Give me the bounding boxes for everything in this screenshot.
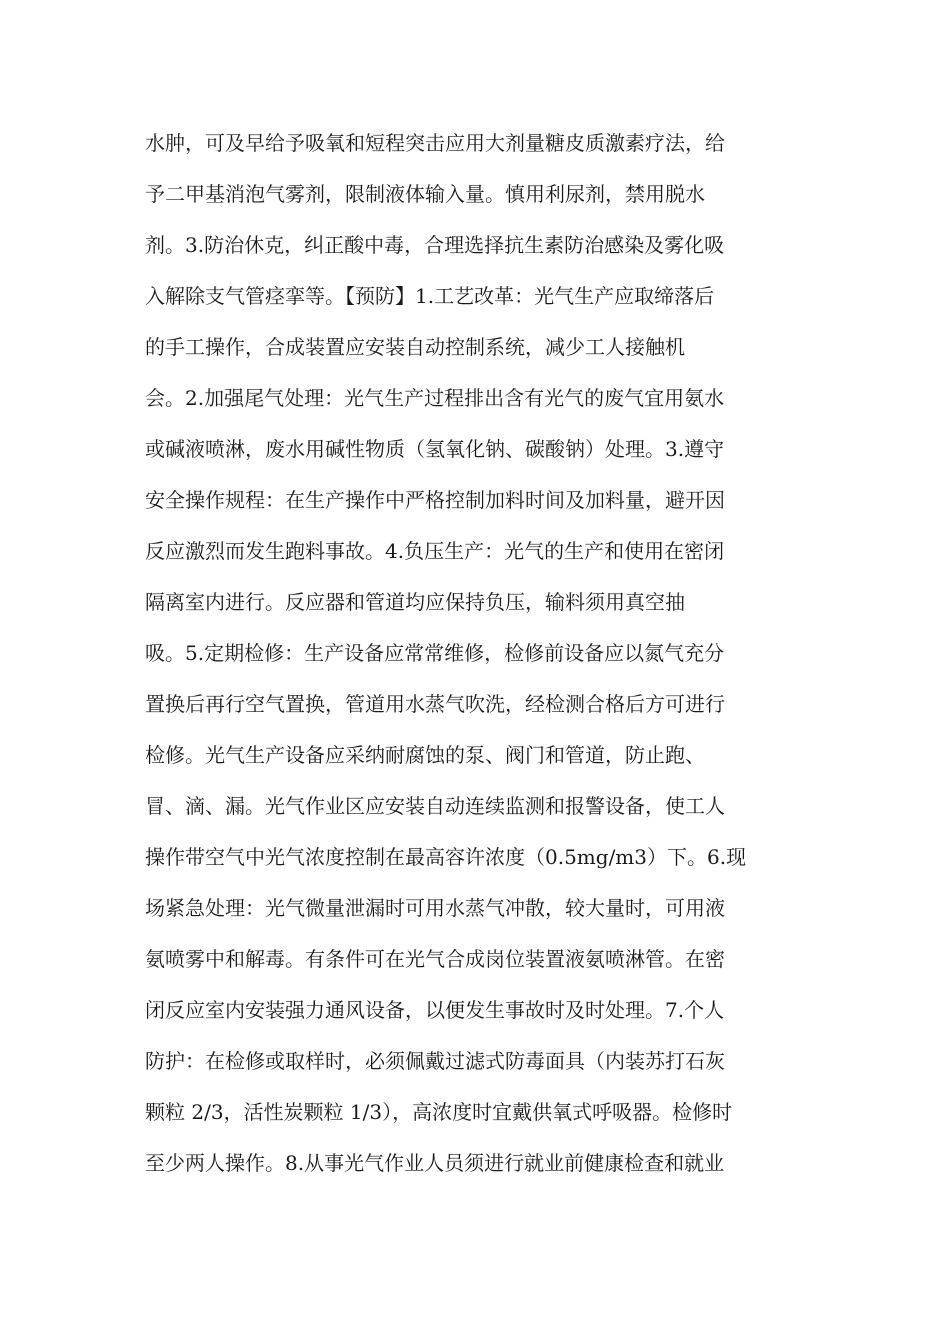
text-line: 安全操作规程：在生产操作中严格控制加料时间及加料量，避开因: [145, 488, 725, 512]
text-line: 防护：在检修或取样时，必须佩戴过滤式防毒面具（内装苏打石灰: [145, 1049, 725, 1073]
text-line: 予二甲基消泡气雾剂，限制液体输入量。慎用利尿剂，禁用脱水: [145, 182, 705, 206]
text-line: 的手工操作，合成装置应安装自动控制系统，减少工人接触机: [145, 335, 685, 359]
text-line: 颗粒 2/3，活性炭颗粒 1/3），高浓度时宜戴供氧式呼吸器。检修时: [145, 1100, 733, 1124]
text-line: 检修。光气生产设备应采纳耐腐蚀的泵、阀门和管道，防止跑、: [145, 743, 705, 767]
text-line: 冒、滴、漏。光气作业区应安装自动连续监测和报警设备，使工人: [145, 794, 725, 818]
text-line: 氨喷雾中和解毒。有条件可在光气合成岗位装置液氨喷淋管。在密: [145, 947, 725, 971]
text-line: 操作带空气中光气浓度控制在最高容许浓度（0.5mg/m3）下。6.现: [145, 845, 747, 869]
text-line: 吸。5.定期检修：生产设备应常常维修，检修前设备应以氮气充分: [145, 641, 725, 665]
text-line: 反应激烈而发生跑料事故。4.负压生产：光气的生产和使用在密闭: [145, 539, 725, 563]
text-line: 场紧急处理：光气微量泄漏时可用水蒸气冲散，较大量时，可用液: [145, 896, 725, 920]
text-line: 会。2.加强尾气处理：光气生产过程排出含有光气的废气宜用氨水: [145, 386, 725, 410]
text-line: 闭反应室内安装强力通风设备，以便发生事故时及时处理。7.个人: [145, 998, 725, 1022]
text-line: 水肿，可及早给予吸氧和短程突击应用大剂量糖皮质激素疗法，给: [145, 131, 725, 155]
text-line: 剂。3.防治休克，纠正酸中毒，合理选择抗生素防治感染及雾化吸: [145, 233, 725, 257]
body-text: [145, 118, 805, 1189]
text-line: 置换后再行空气置换，管道用水蒸气吹洗，经检测合格后方可进行: [145, 692, 725, 716]
text-line: 入解除支气管痉挛等。【预防】1.工艺改革：光气生产应取缔落后: [145, 284, 715, 308]
text-line: 至少两人操作。8.从事光气作业人员须进行就业前健康检查和就业: [145, 1151, 725, 1175]
text-line: 隔离室内进行。反应器和管道均应保持负压，输料须用真空抽: [145, 590, 685, 614]
text-line: 或碱液喷淋，废水用碱性物质（氢氧化钠、碳酸钠）处理。3.遵守: [145, 437, 725, 461]
